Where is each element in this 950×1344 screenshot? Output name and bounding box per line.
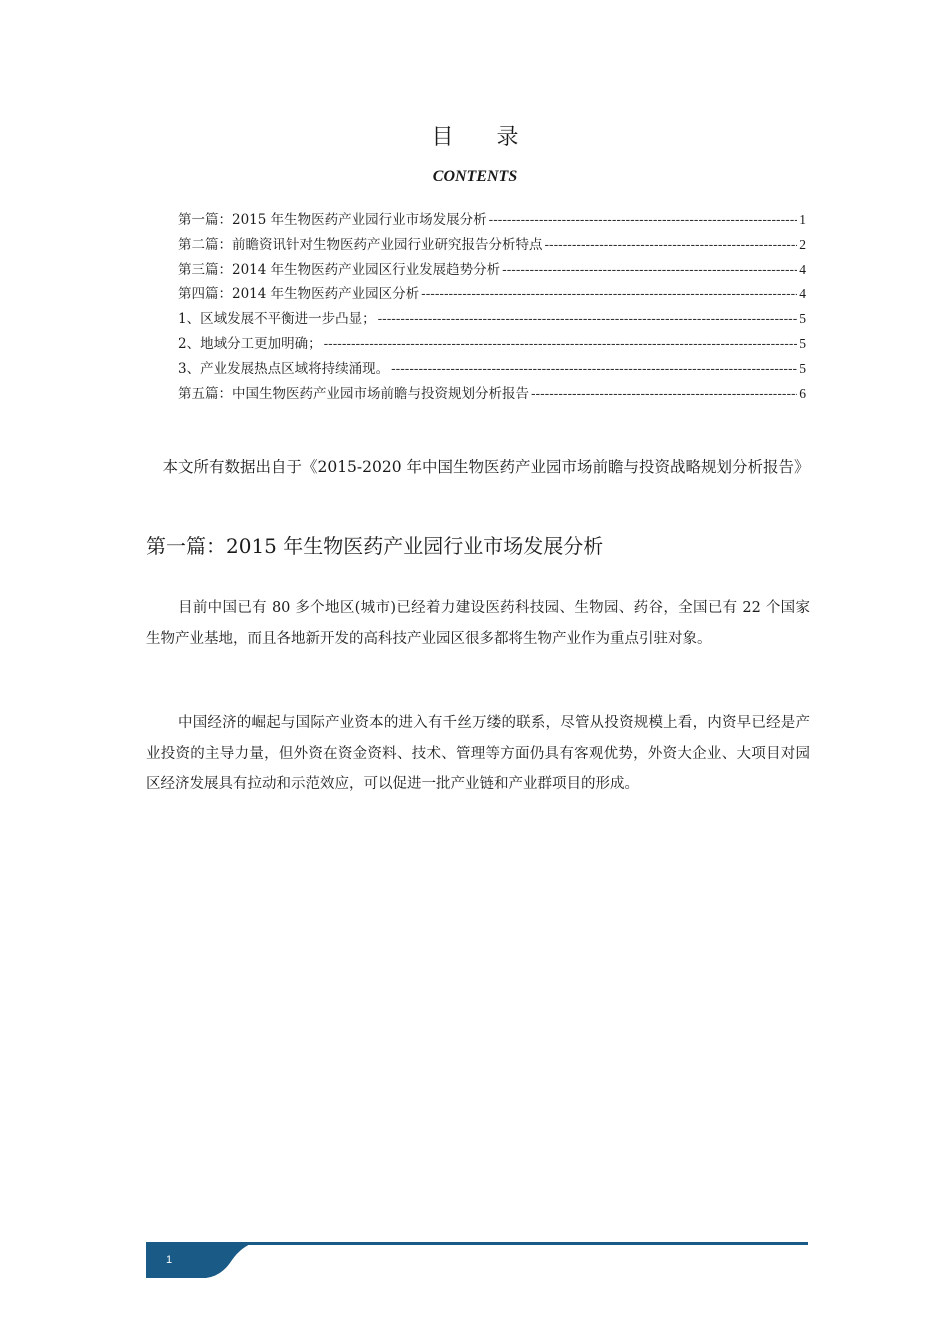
toc-entry-label: 第一篇：2015 年生物医药产业园行业市场发展分析 [178,212,487,228]
toc-entry[interactable] [178,233,806,258]
toc-leader-dots [324,336,798,352]
toc-entry[interactable] [178,282,806,307]
toc-title: 目 录 [431,125,537,150]
toc-subtitle: CONTENTS [432,168,518,185]
toc-entry[interactable] [178,332,806,357]
toc-entry-page: 6 [799,385,806,401]
toc-leader-dots [489,212,798,228]
toc-leader-dots [531,386,797,402]
toc-entry-page: 5 [799,360,806,376]
toc-leader-dots [391,361,797,377]
toc-entry-label: 第三篇：2014 年生物医药产业园区行业发展趋势分析 [178,261,501,278]
toc-entry-label: 第五篇：中国生物医药产业园市场前瞻与投资规划分析报告 [178,385,529,402]
toc-entry-label: 1、区域发展不平衡进一步凸显； [178,311,376,328]
toc-entry-page: 4 [799,261,806,277]
toc-entry[interactable] [178,382,806,407]
section-heading: 第一篇：2015 年生物医药产业园行业市场发展分析 [146,534,604,558]
toc-entry-page: 5 [799,335,806,351]
toc-entry-label: 2、地域分工更加明确； [178,335,322,352]
toc-entry-label: 第二篇：前瞻资讯针对生物医药产业园行业研究报告分析特点 [178,236,543,253]
toc-entry-page: 1 [799,212,806,227]
footer-page-tab [146,1242,256,1278]
table-of-contents [178,208,806,406]
source-note: 本文所有数据出自于《2015-2020 年中国生物医药产业园市场前瞻与投资战略规划分析报告》 [162,458,810,476]
toc-leader-dots [502,262,797,278]
toc-entry[interactable] [178,258,806,283]
toc-entry[interactable] [178,208,806,233]
body-paragraph: 中国经济的崛起与国际产业资本的进入有千丝万缕的联系，尽管从投资规模上看，内资早已经是产业投资的主导力量，但外资在资金资料、技术、管理等方面仍具有客观优势，外资大企业、大项目对园区经济发展具有拉动和示范效应，可以促进一批产业链和产业群项目的形成。 [146,715,810,792]
toc-leader-dots [545,237,798,253]
body-paragraph: 目前中国已有 80 多个地区(城市)已经着力建设医药科技园、生物园、药谷，全国已有 22 个国家生物产业基地，而且各地新开发的高科技产业园区很多都将生物产业作为重点引驻对象。 [146,600,810,647]
toc-entry-page: 2 [799,236,806,252]
toc-entry-label: 第四篇：2014 年生物医药产业园区分析 [178,286,420,303]
toc-entry-page: 4 [799,286,806,302]
footer-rule [236,1242,808,1245]
toc-leader-dots [421,286,797,302]
toc-entry-page: 5 [799,311,806,327]
toc-entry-label: 3、产业发展热点区域将持续涌现。 [178,360,390,377]
page-footer [146,1238,808,1278]
toc-entry[interactable] [178,357,806,382]
toc-leader-dots [378,311,798,327]
toc-entry[interactable] [178,307,806,332]
page-number: 1 [166,1254,173,1266]
